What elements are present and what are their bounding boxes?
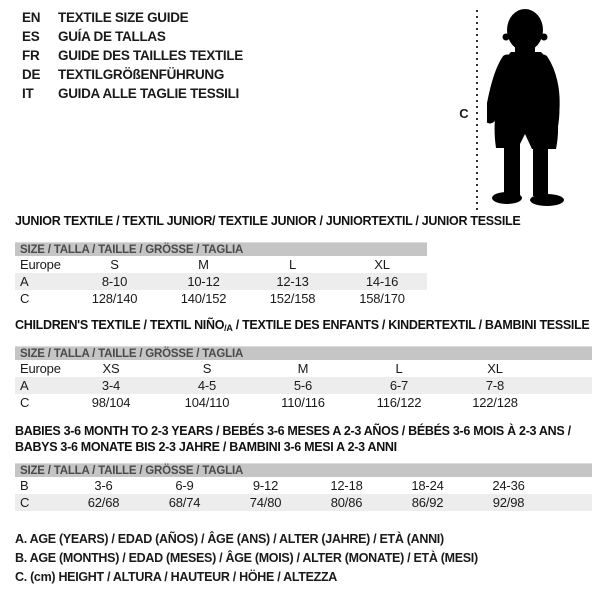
size-header-bar: SIZE / TALLA / TAILLE / GRÖSSE / TAGLIA	[15, 346, 592, 360]
title-text: CHILDREN'S TEXTILE / TEXTIL NIÑO	[15, 318, 225, 332]
table-cell: 24-36	[492, 478, 525, 493]
row-label: B	[20, 478, 29, 493]
table-cell: 68/74	[144, 494, 225, 511]
table-cell: M	[198, 257, 209, 272]
table-row-europe	[15, 360, 592, 377]
title-line: BABIES 3-6 MONTH TO 2-3 YEARS / BEBÉS 3-6 MESES A 2-3 AÑOS / BÉBÉS 3-6 MOIS À 2-3 ANS /	[15, 424, 571, 438]
language-row-it	[22, 84, 243, 103]
table-row-age	[15, 377, 592, 394]
junior-size-table	[15, 242, 427, 307]
language-row-es	[22, 27, 243, 46]
language-row-fr	[22, 46, 243, 65]
row-label: C	[20, 291, 30, 306]
table-cell: 116/122	[376, 395, 422, 410]
spacer-cell	[549, 494, 592, 511]
table-cell: XL	[374, 257, 390, 272]
spacer-cell	[543, 360, 592, 377]
language-row-de	[22, 65, 243, 84]
footnote-c: C. (cm) HEIGHT / ALTURA / HAUTEUR / HÖHE / ALTEZZA	[15, 570, 338, 584]
language-code: ES	[22, 29, 40, 44]
height-measure-dotted-line	[476, 10, 478, 210]
table-row-months	[15, 477, 592, 494]
table-cell: 14-16	[337, 273, 427, 290]
table-cell: 92/98	[468, 494, 549, 511]
language-list	[22, 8, 243, 103]
row-label: C	[15, 494, 63, 511]
table-cell: 12-13	[248, 273, 337, 290]
language-label: TEXTILE SIZE GUIDE	[58, 10, 189, 25]
table-cell: 98/104	[91, 395, 131, 410]
baby-silhouette-icon	[487, 6, 587, 210]
table-cell: 6-9	[175, 478, 194, 493]
row-label: Europe	[20, 257, 61, 272]
table-cell: 12-18	[330, 478, 363, 493]
language-code: EN	[22, 10, 41, 25]
language-code: DE	[22, 67, 41, 82]
language-code: IT	[22, 86, 34, 101]
table-cell: 7-8	[447, 377, 543, 394]
footnote-b: B. AGE (MONTHS) / EDAD (MESES) / ÂGE (MOIS) / ALTER (MONATE) / ETÀ (MESI)	[15, 551, 478, 565]
spacer-cell	[549, 477, 592, 494]
row-label: A	[15, 273, 70, 290]
table-cell: XS	[102, 361, 120, 376]
table-row-height	[15, 290, 427, 307]
table-cell: 4-5	[159, 377, 255, 394]
children-table-title	[15, 317, 589, 336]
language-label: GUÍA DE TALLAS	[58, 29, 166, 44]
table-cell: 10-12	[159, 273, 248, 290]
babies-table-title	[15, 423, 571, 455]
spacer-cell	[543, 377, 592, 394]
footnotes	[15, 530, 478, 587]
spacer-cell	[543, 394, 592, 411]
title-line: BABYS 3-6 MONATE BIS 2-3 JAHRE / BAMBINI 3-6 MESI A 2-3 ANNI	[15, 440, 397, 454]
table-cell: XL	[487, 361, 503, 376]
children-size-table	[15, 346, 592, 411]
table-cell: 8-10	[70, 273, 159, 290]
table-row-height	[15, 494, 592, 511]
table-cell: 110/116	[281, 395, 325, 410]
table-cell: 86/92	[387, 494, 468, 511]
table-cell: M	[297, 361, 309, 376]
table-cell: 6-7	[351, 377, 447, 394]
language-label: GUIDE DES TAILLES TEXTILE	[58, 48, 244, 63]
language-code: FR	[22, 48, 40, 63]
table-cell: 128/140	[91, 291, 138, 306]
table-cell: 122/128	[472, 395, 518, 410]
table-cell: 140/152	[180, 291, 227, 306]
language-label: TEXTILGRÖßENFÜHRUNG	[58, 67, 225, 82]
table-cell: 3-4	[63, 377, 159, 394]
table-cell: S	[202, 361, 212, 376]
row-label: Europe	[20, 361, 61, 376]
table-cell: 80/86	[306, 494, 387, 511]
language-row-en	[22, 8, 243, 27]
table-cell: 158/170	[359, 291, 405, 306]
table-cell: 62/68	[63, 494, 144, 511]
junior-table-title: JUNIOR TEXTILE / TEXTIL JUNIOR/ TEXTILE JUNIOR / JUNIORTEXTIL / JUNIOR TESSILE	[15, 214, 521, 228]
table-cell: 152/158	[269, 291, 316, 306]
table-cell: 74/80	[225, 494, 306, 511]
table-cell: 5-6	[255, 377, 351, 394]
table-cell: 3-6	[94, 478, 113, 493]
babies-size-table	[15, 463, 592, 511]
footnote-a: A. AGE (YEARS) / EDAD (AÑOS) / ÂGE (ANS) / ALTER (JAHRE) / ETÀ (ANNI)	[15, 532, 444, 546]
title-text: / TEXTILE DES ENFANTS / KINDERTEXTIL / BAMBINI TESSILE	[232, 318, 590, 332]
table-row-europe	[15, 256, 427, 273]
size-header-bar: SIZE / TALLA / TAILLE / GRÖSSE / TAGLIA	[15, 242, 427, 256]
table-row-age	[15, 273, 427, 290]
table-cell: 18-24	[411, 478, 444, 493]
language-label: GUIDA ALLE TAGLIE TESSILI	[58, 86, 239, 101]
table-cell: L	[288, 257, 297, 272]
table-row-height	[15, 394, 592, 411]
table-cell: L	[395, 361, 403, 376]
table-cell: S	[110, 257, 119, 272]
height-measure-label: C	[459, 106, 469, 121]
row-label: A	[15, 377, 63, 394]
size-header-bar: SIZE / TALLA / TAILLE / GRÖSSE / TAGLIA	[15, 463, 592, 477]
row-label: C	[20, 395, 30, 410]
table-cell: 9-12	[252, 478, 279, 493]
table-cell: 104/110	[184, 395, 230, 410]
title-subscript: /A	[224, 323, 233, 333]
